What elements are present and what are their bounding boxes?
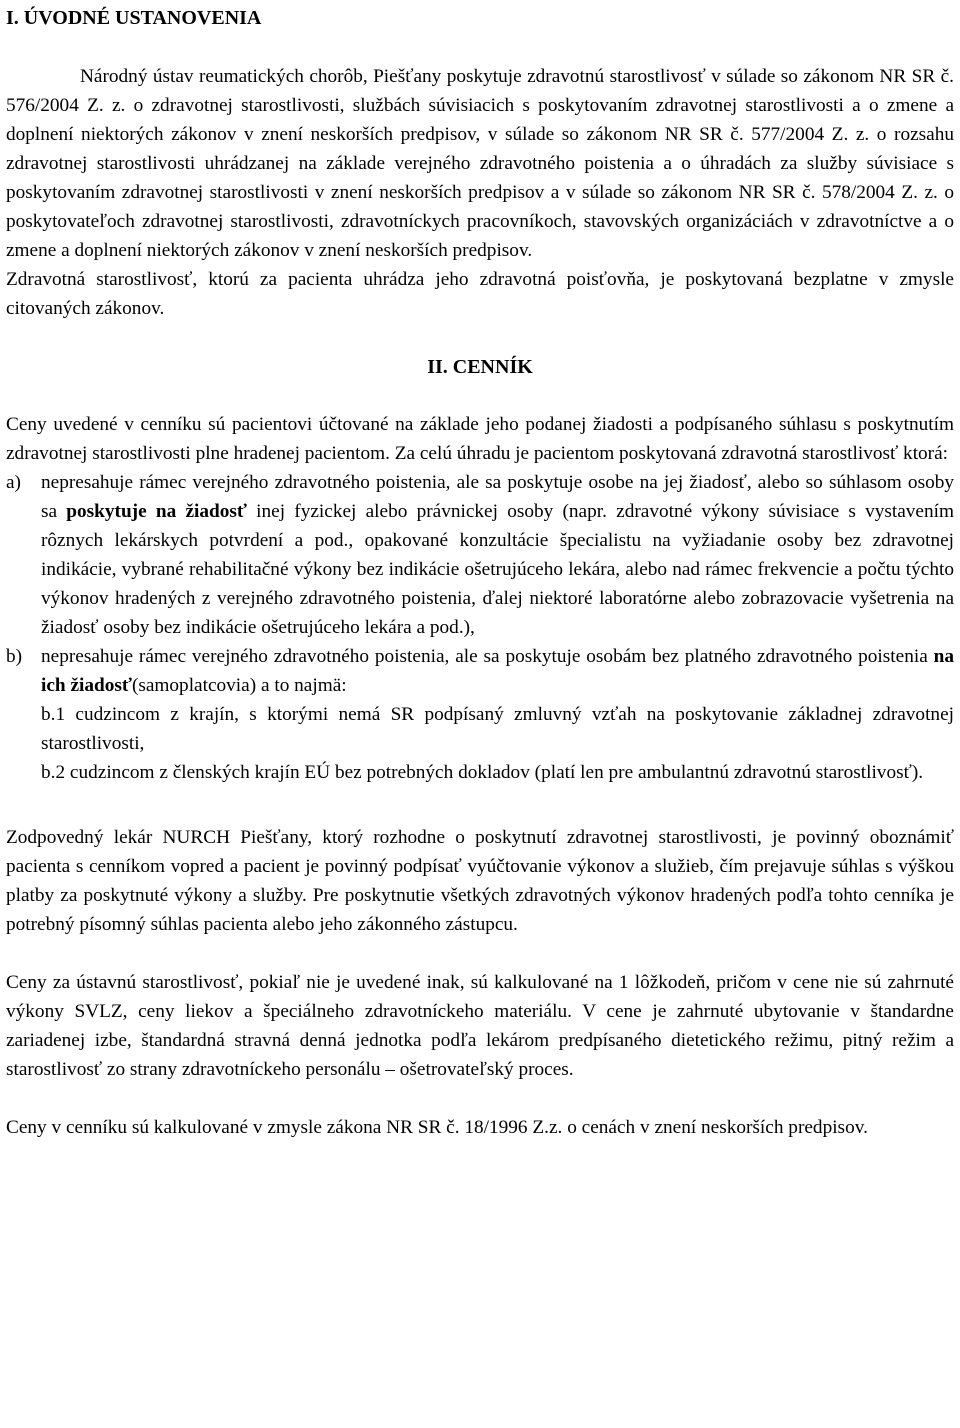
- spacer: [6, 382, 954, 410]
- list-item-a: [6, 468, 954, 642]
- paragraph-responsible-doctor: Zodpovedný lekár NURCH Piešťany, ktorý rozhodne o poskytnutí zdravotnej starostlivosti, je povinný oboznámiť pacienta s cenníkom vopred a pacient je povinný podpísať vyúčtovanie výkonov a služieb, čím prejavuje súhlas s výškou platby za poskytnuté výkony a služby. Pre poskytnutie všetkých zdravotných výkonov hradených podľa tohto cenníka je potrebný písomný súhlas pacienta alebo jeho zákonného zástupcu.: [6, 827, 954, 935]
- spacer: [6, 33, 954, 62]
- emphasis-text: na ich žiadosť: [41, 646, 954, 696]
- section-heading-introductory: I. ÚVODNÉ USTANOVENIA: [6, 7, 262, 29]
- paragraph-legal-basis: Národný ústav reumatických chorôb, Piešťany poskytuje zdravotnú starostlivosť v súlade so zákonom NR SR č. 576/2004 Z. z. o zdravotnej starostlivosti, službách súvisiacich s poskytovaním zdravotnej starostlivosti a o zmene a doplnení niektorých zákonov v znení neskorších predpisov, v súlade so zákonom NR SR č. 577/2004 Z. z. o rozsahu zdravotnej starostlivosti uhrádzanej na základe verejného zdravotného poistenia a o úhradách za služby súvisiace s poskytovaním zdravotnej starostlivosti v znení neskorších predpisov a v súlade so zákonom NR SR č. 578/2004 Z. z. o poskytovateľoch zdravotnej starostlivosti, zdravotníckych pracovníkoch, stavovských organizáciách v zdravotníctve a o zmene a doplnení niektorých zákonov v znení neskorších predpisov.: [6, 66, 954, 261]
- list-marker: a): [6, 472, 21, 493]
- spacer: [6, 323, 954, 353]
- paragraph-free-care: Zdravotná starostlivosť, ktorú za pacienta uhrádza jeho zdravotná poisťovňa, je poskytovaná bezplatne v zmysle citovaných zákonov.: [6, 269, 954, 319]
- paragraph-price-list-intro: Ceny uvedené v cenníku sú pacientovi účtované na základe jeho podanej žiadosti a podpísaného súhlasu s poskytnutím zdravotnej starostlivosti plne hradenej pacientom. Za celú úhradu je pacientom poskytovaná zdravotná starostlivosť ktorá:: [6, 414, 954, 464]
- sub-item-b1: b.1 cudzincom z krajín, s ktorými nemá SR podpísaný zmluvný vzťah na poskytovanie základnej zdravotnej starostlivosti,: [41, 704, 954, 754]
- list-item-text: nepresahuje rámec verejného zdravotného poistenia, ale sa poskytuje osobám bez platného zdravotného poistenia: [41, 646, 934, 667]
- paragraph-price-law: Ceny v cenníku sú kalkulované v zmysle zákona NR SR č. 18/1996 Z.z. o cenách v znení neskorších predpisov.: [6, 1117, 868, 1138]
- sub-item-b2: b.2 cudzincom z členských krajín EÚ bez potrebných dokladov (platí len pre ambulantnú zdravotnú starostlivosť).: [41, 762, 924, 783]
- spacer: [6, 939, 954, 968]
- section-heading-price-list: II. CENNÍK: [427, 356, 533, 378]
- spacer: [6, 787, 954, 823]
- list-item-text: nepresahuje rámec verejného zdravotného poistenia, ale sa poskytuje osobe na jej žiadosť, alebo so súhlasom osoby sa: [41, 472, 954, 522]
- spacer: [6, 1084, 954, 1113]
- list-marker: b): [6, 646, 23, 667]
- list-item-text: inej fyzickej alebo právnickej osoby (napr. zdravotné výkony súvisiace s vystavením rôznych lekárskych potvrdení a pod., opakované konzultácie špecialistu na vyžiadanie osoby bez zdravotnej indikácie, vybrané rehabilitačné výkony bez indikácie ošetrujúceho lekára, alebo nad rámec frekvencie a počtu týchto výkonov hradených z verejného zdravotného poistenia, ďalej niektoré laboratórne alebo zobrazovacie vyšetrenia na žiadosť osoby bez indikácie ošetrujúceho lekára a pod.),: [41, 501, 954, 638]
- paragraph-inpatient-prices: Ceny za ústavnú starostlivosť, pokiaľ nie je uvedené inak, sú kalkulované na 1 lôžkodeň, pričom v cene nie sú zahrnuté výkony SVLZ, ceny liekov a špeciálneho zdravotníckeho materiálu. V cene je zahrnuté ubytovanie v štandardne zariadenej izbe, štandardná stravná denná jednotka podľa lekárom predpísaného dietetického režimu, pitný režim a starostlivosť zo strany zdravotníckeho personálu – ošetrovateľský proces.: [6, 972, 954, 1080]
- list-item-b: [6, 642, 954, 787]
- conditions-list: [6, 468, 954, 787]
- emphasis-text: poskytuje na žiadosť: [66, 501, 247, 522]
- list-item-text: (samoplatcovia) a to najmä:: [131, 675, 347, 696]
